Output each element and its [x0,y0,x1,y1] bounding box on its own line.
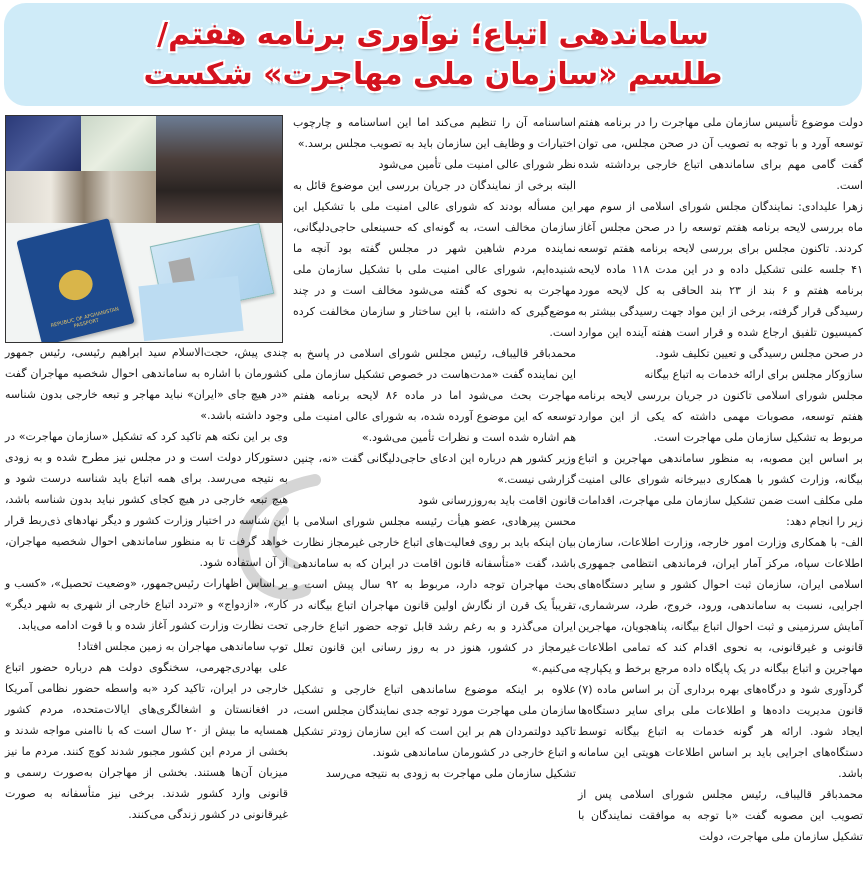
migrants-crowd [156,116,282,223]
paragraph: الف- با همکاری وزارت امور خارجه، وزارت اطلاعات، سازمان اطلاعات سپاه، مرکز آمار ایران، فرماندهی انتظامی جمهوری اسلامی ایران، سازمان ثبت احوال کشور و سایر دستگاه‌های اجرایی، نسبت به ساماندهی، ورود، خروج، طرد، سرشماری، آمایش سرزمینی و ثبت احوال اتباع بیگانه، پناهجویان، مهاجرین قانونی و غیرقانونی، به نحوی اقدام کند که تمامی اطلاعات مهاجرین و اتباع بیگانه در یک پایگاه داده مرجع برخط و یکپارچه گردآوری شود و درگاه‌های بهره برداری آن بر اساس ماده (۷) قانون مدیریت داده‌ها و اطلاعات ملی برای سایر دستگاه‌ها ایجاد شود. ارائه هر گونه خدمات به اتباع بیگانه توسط دستگاه‌های اجرایی باید بر اساس اطلاعات هویتی این سامانه باشد. [578,536,863,780]
id-card-back [138,276,243,341]
paragraph: اساسنامه آن را تنظیم می‌کند اما این اساسنامه و چارچوب اختیارات و وظایف این سازمان باید به تصویب مجلس برسد.» [293,116,576,150]
article-column-left [5,342,288,825]
paragraph: وزیر کشور هم درباره این ادعای حاجی‌دلیگانی گفت «نه، چنین گزارشی نیست.» [293,452,576,486]
paragraph: محمدباقر قالیباف، رئیس مجلس شورای اسلامی پس از تصویب این مصوبه گفت «با توجه به موافقت نمایندگان با تشکیل سازمان ملی مهاجرت، دولت [578,788,863,843]
subheading: تشکیل سازمان ملی مهاجرت به زودی به نتیجه می‌رسد [325,767,576,780]
headline-line-2: طلسم «سازمان ملی مهاجرت» شکست [143,56,723,92]
passport-emblem-icon [56,266,96,303]
paragraph: بر اساس این مصوبه، به منظور ساماندهی مهاجرین و اتباع بیگانه، وزارت کشور با همکاری دبیرخانه شورای عالی امنیت ملی مکلف است ضمن تشکیل سازمان ملی مهاجرت، اقدامات زیر را انجام دهد: [578,452,863,528]
paragraph: البته برخی از نمایندگان در جریان بررسی این موضوع قائل به این مسأله بودند که شورای عالی امنیت ملی با تشکیل این سازمان مخالف است، به گونه‌ای که حسینعلی حاجی‌دلیگانی، نماینده مردم شاهین شهر در مجلس گفته بود آنچه ما شنیده‌ایم، شورای عالی امنیت ملی با تشکیل سازمان ملی مهاجرت به نحوی که گفته می‌شود مخالف است و در چند موضع‌گیری که داشته، با این ساختار و سازمان مخالفت کرده است. [293,179,576,339]
paragraph: مجلس شورای اسلامی تاکنون در جریان بررسی لایحه برنامه هفتم توسعه، مصوبات مهمی داشته که یکی از این موارد مربوط به تشکیل سازمان ملی مهاجرت است. [578,389,863,444]
article-column-middle [293,112,576,784]
article-photo [5,115,283,343]
paragraph: علی بهادری‌جهرمی، سخنگوی دولت هم درباره حضور اتباع خارجی در ایران، تاکید کرد «به واسطه حضور نظامی آمریکا در افغانستان و اشغالگری‌های ایالات‌متحده، مردم کشور همسایه ما بیش از ۲۰ سال است که با ناامنی مواجه شدند و بخشی از مردم این کشور مجبور شدند کوچ کنند. مردم ما نیز میزبان آن‌ها هستند. بخشی از مهاجران به‌صورت رسمی و قانونی وارد کشور شدند. برخی نیز متأسفانه به صورت غیرقانونی در کشور زندگی می‌کنند. [5,661,288,821]
paragraph: بر اساس اظهارات رئیس‌جمهور، «وضعیت تحصیل»، «کسب و کار»، «ازدواج» و «تردد اتباع خارجی از شهری به شهر دیگر» تحت نظارت وزارت کشور آغاز شده و با قوت ادامه می‌یابد. [5,577,288,632]
article-column-right [578,112,863,847]
headline-line-1: ساماندهی اتباع؛ نوآوری برنامه هفتم/ [157,16,709,52]
documents-pile [6,171,156,223]
subheading: قانون اقامت باید به‌روزرسانی شود [418,494,576,507]
id-documents [81,116,156,171]
passport-text: REPUBLIC OF AFGHANISTAN PASSPORT [50,306,120,330]
paragraph: وی بر این نکته هم تاکید کرد که تشکیل «سازمان مهاجرت» در دستورکار دولت است و در مجلس نیز مطرح شده و به زودی به نتیجه می‌رسد. برای همه اتباع باید شناسه درست شود و هیچ تبعه خارجی در هیچ کجای کشور نباید بدون شناسه باشد، این شناسه در اختیار وزارت کشور و دیگر نهادهای ذی‌ربط قرار خواهد گرفت تا به منظور ساماندهی احوال شخصیه مهاجران، از آن استفاده شود. [5,430,288,569]
paragraph: علاوه بر اینکه موضوع ساماندهی اتباع خارجی و تشکیل سازمان ملی مهاجرت مورد توجه جدی نمایندگان مجلس است، تاکید دولتمردان هم بر این است که این سازمان زودتر تشکیل و اتباع خارجی در کشورمان ساماندهی شوند. [293,683,576,759]
headline-banner [4,3,862,106]
subheading: توپ ساماندهی مهاجران به زمین مجلس افتاد! [77,640,288,653]
paragraph: دولت موضوع تأسیس سازمان ملی مهاجرت را در برنامه هفتم توسعه آورد و با توجه به تصویب آن در صحن مجلس، می توان گفت گامی مهم برای ساماندهی اتباع خارجی برداشته شده است. [578,116,863,192]
passports-stack [6,116,81,171]
paragraph: زهرا علیدادی: نمایندگان مجلس شورای اسلامی از سوم مهر ماه بررسی لایحه برنامه هفتم توسعه را در صحن مجلس آغاز کردند. تاکنون مجلس برای بررسی لایحه برنامه هفتم توسعه ۴۱ جلسه علنی تشکیل داده و در این مدت ۱۱۸ ماده لایحه برنامه هفتم و ۶ بند از ۲۳ بند الحاقی به کل لایحه مورد رسیدگی قرار گرفته، برخی از این مواد جهت رسیدگی بیشتر به کمیسیون تلفیق ارجاع شده و قرار است هفته آینده این موارد در صحن مجلس رسیدگی و تعیین تکلیف شود. [578,200,864,360]
subheading: نظر شورای عالی امنیت ملی تأمین می‌شود [378,158,576,171]
paragraph: چندی پیش، حجت‌الاسلام سید ابراهیم رئیسی، رئیس جمهور کشورمان با اشاره به ساماندهی احوال شخصیه مهاجران گفت «در هیچ جای «ایران» نباید مهاجر و تبعه خارجی بدون شناسه وجود داشته باشد.» [5,346,288,422]
paragraph: محمدباقر قالیباف، رئیس مجلس شورای اسلامی در پاسخ به این نماینده گفت «مدت‌هاست در خصوص تشکیل سازمان ملی مهاجرت بحث می‌شود اما در ماده ۸۶ لایحه برنامه هفتم توسعه که این موضوع آورده شده، به شورای عالی امنیت ملی هم اشاره شده است و نظرات تأمین می‌شود.» [293,347,576,444]
paragraph: محسن پیرهادی، عضو هیأت رئیسه مجلس شورای اسلامی با بیان اینکه باید بر روی فعالیت‌های اتباع خارجی غیرمجاز نظارت باشد، گفت «متأسفانه قانون اقامت در ایران که به ساماندهی بحث مهاجران توجه دارد، مربوط به ۹۲ سال پیش است و تقریباً یک قرن از نگارش اولین قانون مهاجران اتباع بیگانه در ایران می‌گذرد و به رغم رشد قابل توجه حضور اتباع خارجی غیرمجاز در کشور، هنوز در به روز رسانی این قانون تعلل می‌کنیم.» [293,515,576,675]
subheading: سازوکار مجلس برای ارائه خدمات به اتباع بیگانه [644,368,863,381]
